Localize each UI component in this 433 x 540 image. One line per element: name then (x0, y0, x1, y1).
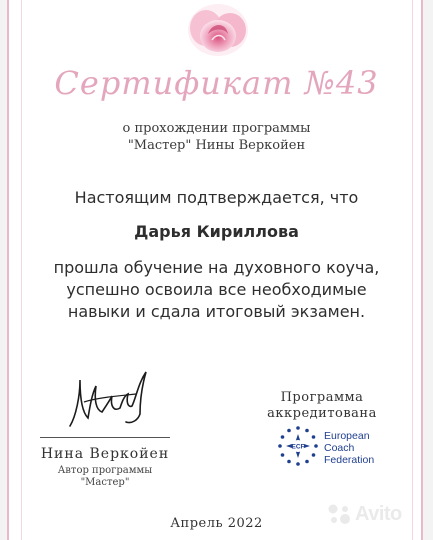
ecf-text-line-2: Coach (324, 442, 355, 454)
signature-icon (66, 366, 156, 434)
rose-icon (182, 0, 254, 62)
issue-date: Апрель 2022 (170, 516, 263, 531)
avito-watermark (326, 500, 402, 528)
recipient-name: Дарья Кириллова (134, 222, 299, 241)
confirmation-text: Настоящим подтверждается, что (74, 188, 359, 207)
signature-line (40, 437, 170, 438)
ecf-logo-icon (276, 424, 320, 468)
signer-role-line-1: Автор программы (57, 465, 153, 476)
certificate-title: Сертификат №43 (54, 64, 379, 102)
accreditation-line-2: аккредитована (267, 406, 377, 421)
signer-name: Нина Веркойен (40, 446, 170, 462)
subtitle-line-1: о прохождении программы (122, 121, 311, 136)
signer-role-line-2: "Мастер" (80, 477, 130, 488)
body-line-1: прошла обучение на духовного коуча, (53, 258, 380, 277)
ecf-text-line-3: Federation (324, 454, 375, 466)
body-line-3: навыки и сдала итоговый экзамен. (67, 302, 366, 321)
watermark-text: Avito (355, 502, 402, 525)
subtitle-line-2: "Мастер" Нины Веркойен (127, 138, 306, 153)
accreditation-line-1: Программа (280, 390, 364, 405)
body-line-2: успешно освоила все необходимые (66, 280, 367, 299)
avito-logo-icon (326, 503, 352, 525)
ecf-badge-text: ECF (291, 443, 305, 451)
ecf-text-line-1: European (324, 430, 370, 442)
